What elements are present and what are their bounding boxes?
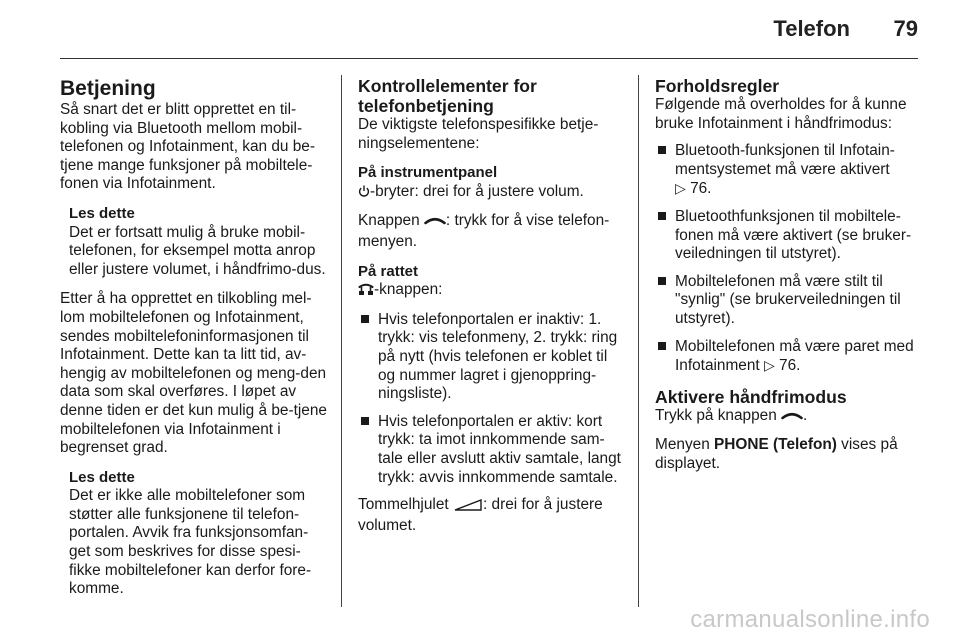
phone-button-text: : trykk for å vise telefon-menyen. xyxy=(358,212,610,250)
steering-phone-icon xyxy=(358,282,374,302)
page-ref[interactable]: 76. xyxy=(779,357,801,375)
paragraph-controls-intro: De viktigste telefonspesifikke betje-ningselementene: xyxy=(358,116,599,152)
bullet-square xyxy=(361,315,369,323)
phone-button-line xyxy=(358,212,626,251)
column-2 xyxy=(358,76,626,535)
list-item-text: Mobiltelefonen må være stilt til "synlig" (se brukerveiledningen til utstyret). xyxy=(675,272,901,327)
power-icon xyxy=(358,184,370,204)
paragraph-precautions-intro: Følgende må overholdes for å kunne bruke Infotainment i håndfrimodus: xyxy=(655,96,907,132)
power-switch-text: -bryter: drei for å justere volum. xyxy=(370,182,584,200)
watermark: carmanualsonline.info xyxy=(690,606,930,633)
note-text: Det er fortsatt mulig å bruke mobil-telefonen, for eksempel motta anrop eller justere volumet, i håndfrimo-dus. xyxy=(69,223,326,278)
list-item-text: Bluetooth-funksjonen til Infotain-mentsystemet må være aktivert xyxy=(675,142,895,178)
wheel-button-list xyxy=(358,311,626,487)
header-divider xyxy=(60,58,918,59)
subheading-steering-wheel: På rattet xyxy=(358,262,419,280)
precautions-list xyxy=(655,142,925,376)
list-item xyxy=(655,208,925,264)
thumbwheel-line xyxy=(358,496,626,535)
page-ref-arrow-icon: ▷ xyxy=(675,180,686,197)
bullet-square xyxy=(658,277,666,285)
note-title: Les dette xyxy=(69,204,135,222)
press-button-text: Trykk på knappen xyxy=(655,406,777,424)
note-box-2 xyxy=(69,469,328,599)
menu-suffix: vises på displayet. xyxy=(655,436,898,472)
phone-icon xyxy=(781,409,803,428)
menu-display-line xyxy=(655,436,925,473)
press-button-line: Trykk på knappen . xyxy=(655,407,925,428)
note-title: Les dette xyxy=(69,468,135,486)
page-title: Telefon xyxy=(773,16,850,41)
bullet-square xyxy=(361,417,369,425)
thumbwheel-text: : drei for å justere volumet. xyxy=(358,496,603,534)
page-number: 79 xyxy=(893,16,918,41)
column-1 xyxy=(60,76,328,599)
list-item xyxy=(655,338,925,376)
menu-name: PHONE (Telefon) xyxy=(714,436,837,454)
note-text: Det er ikke alle mobiltelefoner som støtter alle funksjonene til telefon-portalen. Avvik fra funksjonsomfan-get som beskrives for disse spesi-fikke mobiltelefoner kan derfor fore-komme. xyxy=(69,487,312,598)
section-heading-handsfree: Aktivere håndfrimodus xyxy=(655,386,847,407)
list-item xyxy=(358,311,626,404)
page-ref[interactable]: 76. xyxy=(690,180,712,198)
menu-prefix: Menyen xyxy=(655,436,710,454)
list-item xyxy=(655,142,925,199)
bullet-square xyxy=(658,146,666,154)
column-3 xyxy=(655,76,925,474)
note-box-1 xyxy=(69,205,328,279)
page-ref-arrow-icon: ▷ xyxy=(763,357,775,374)
wheel-button-text: -knappen: xyxy=(374,281,443,299)
wheel-button-line xyxy=(358,281,626,302)
list-item-text: Mobiltelefonen må være paret med Infotainment xyxy=(675,337,914,375)
paragraph-intro: Så snart det er blitt opprettet en til-kobling via Bluetooth mellom mobil-telefonen og Infotainment, kan du be-tjene mange funksjoner på mobiltele-fonen via Infotainment. xyxy=(60,101,315,193)
volume-wedge-icon xyxy=(453,498,483,517)
paragraph-connection: Etter å ha opprettet en tilkobling mel-lom mobiltelefonen og Infotainment, sendes mobiltelefoninformasjonen til Infotainment. Dette kan ta litt tid, av-hengig av mobiltelefonen og meng-den data som skal overføres. I løpet av denne tiden er det kun mulig å be-tjene mobiltelefonen via Infotainment i begrenset grad. xyxy=(60,290,327,457)
list-item-text: Hvis telefonportalen er aktiv: kort trykk: ta imot innkommende sam-tale eller avslutt aktiv samtale, langt trykk: avvis innkommende samtale. xyxy=(378,412,621,486)
phone-icon xyxy=(424,214,446,233)
section-heading-betjening: Betjening xyxy=(60,77,156,100)
bullet-square xyxy=(658,342,666,350)
phone-button-prefix: Knappen xyxy=(358,212,420,230)
column-divider-2 xyxy=(638,75,639,607)
list-item-text: Bluetoothfunksjonen til mobiltele-fonen må være aktivert (se bruker-veiledningen til utstyret). xyxy=(675,207,912,263)
list-item xyxy=(358,413,626,487)
power-switch-line xyxy=(358,183,626,204)
list-item xyxy=(655,273,925,329)
thumbwheel-prefix: Tommelhjulet xyxy=(358,496,449,514)
section-heading-precautions: Forholdsregler xyxy=(655,76,780,96)
subheading-instrument-panel: På instrumentpanel xyxy=(358,164,498,182)
list-item-text: Hvis telefonportalen er inaktiv: 1. trykk: vis telefonmeny, 2. trykk: ring på nytt (hvis telefonen er koblet til og nummer lagret i gjenoppring-ningsliste). xyxy=(378,310,618,403)
section-heading-controls: Kontrollelementer for telefonbetjening xyxy=(358,76,537,116)
bullet-square xyxy=(658,212,666,220)
column-divider-1 xyxy=(341,75,342,607)
